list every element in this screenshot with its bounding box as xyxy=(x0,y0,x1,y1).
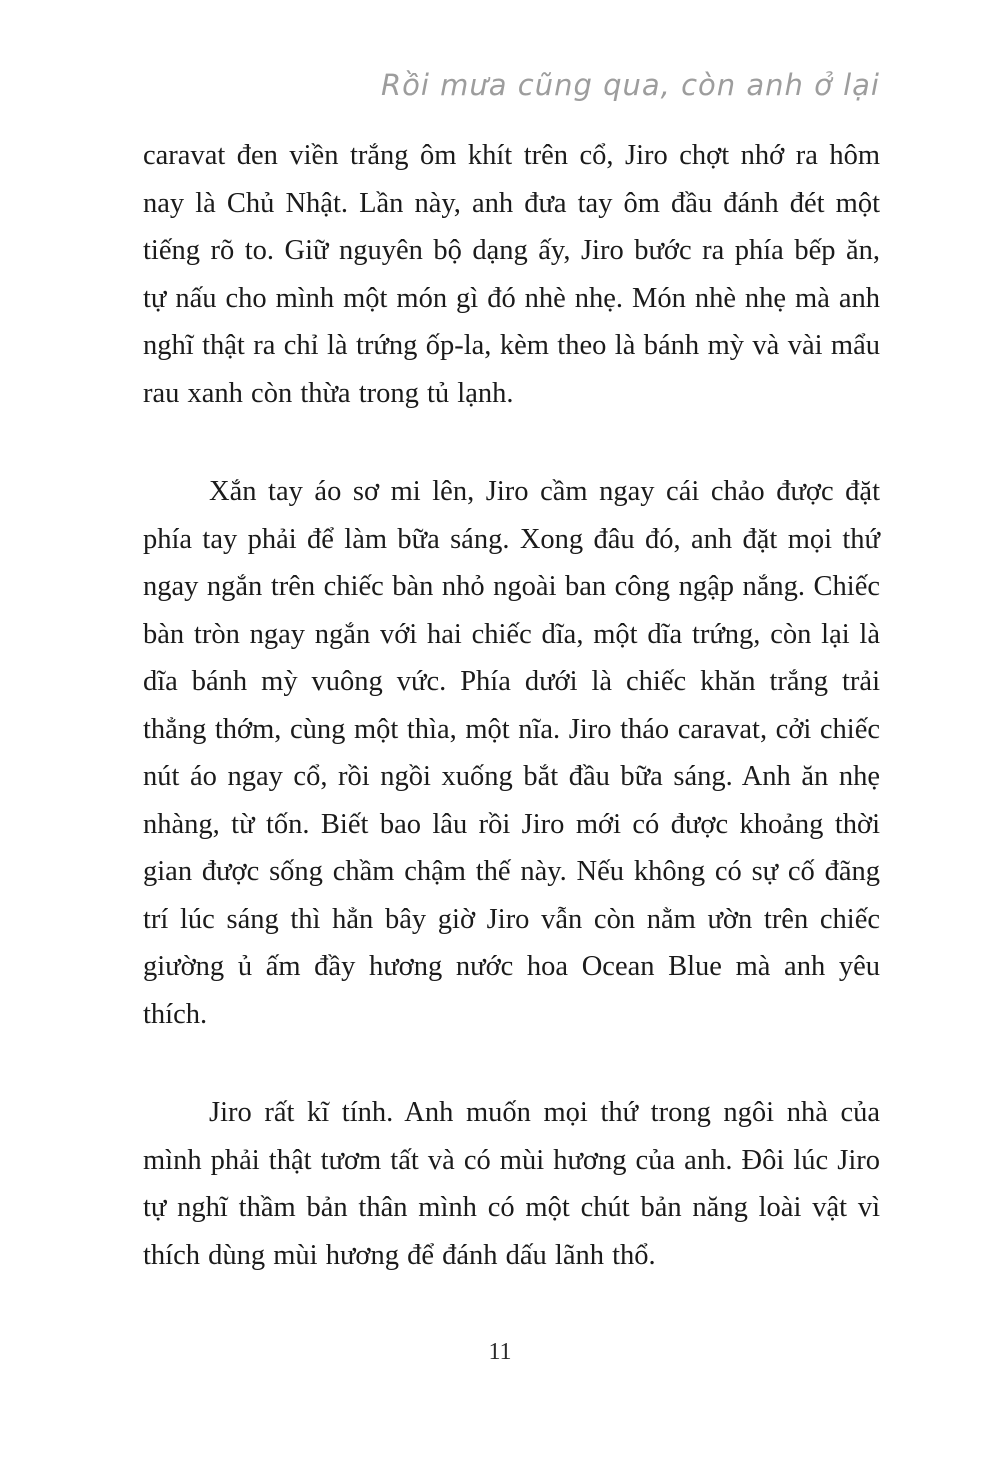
body-text xyxy=(143,132,880,1330)
paragraph: Xắn tay áo sơ mi lên, Jiro cầm ngay cái chảo được đặt phía tay phải để làm bữa sáng. Xong đâu đó, anh đặt mọi thứ ngay ngắn trên chiếc bàn nhỏ ngoài ban công ngập nắng. Chiếc bàn tròn ngay ngắn với hai chiếc dĩa, một dĩa trứng, còn lại là dĩa bánh mỳ vuông vức. Phía dưới là chiếc khăn trắng trải thẳng thớm, cùng một thìa, một nĩa. Jiro tháo caravat, cởi chiếc nút áo ngay cổ, rồi ngồi xuống bắt đầu bữa sáng. Anh ăn nhẹ nhàng, từ tốn. Biết bao lâu rồi Jiro mới có được khoảng thời gian được sống chầm chậm thế này. Nếu không có sự cố đãng trí lúc sáng thì hẳn bây giờ Jiro vẫn còn nằm ườn trên chiếc giường ủ ấm đầy hương nước hoa Ocean Blue mà anh yêu thích. xyxy=(143,476,880,1030)
running-header-title: Rồi mưa cũng qua, còn anh ở lại xyxy=(381,68,880,102)
page-number: 11 xyxy=(488,1339,512,1365)
paragraph: Jiro rất kĩ tính. Anh muốn mọi thứ trong ngôi nhà của mình phải thật tươm tất và có mùi hương của anh. Đôi lúc Jiro tự nghĩ thầm bản thân mình có một chút bản năng loài vật vì thích dùng mùi hương để đánh dấu lãnh thổ. xyxy=(143,1097,880,1271)
paragraph: caravat đen viền trắng ôm khít trên cổ, Jiro chợt nhớ ra hôm nay là Chủ Nhật. Lần này, anh đưa tay ôm đầu đánh đét một tiếng rõ to. Giữ nguyên bộ dạng ấy, Jiro bước ra phía bếp ăn, tự nấu cho mình một món gì đó nhè nhẹ. Món nhè nhẹ mà anh nghĩ thật ra chỉ là trứng ốp-la, kèm theo là bánh mỳ và vài mẩu rau xanh còn thừa trong tủ lạnh. xyxy=(143,140,880,409)
